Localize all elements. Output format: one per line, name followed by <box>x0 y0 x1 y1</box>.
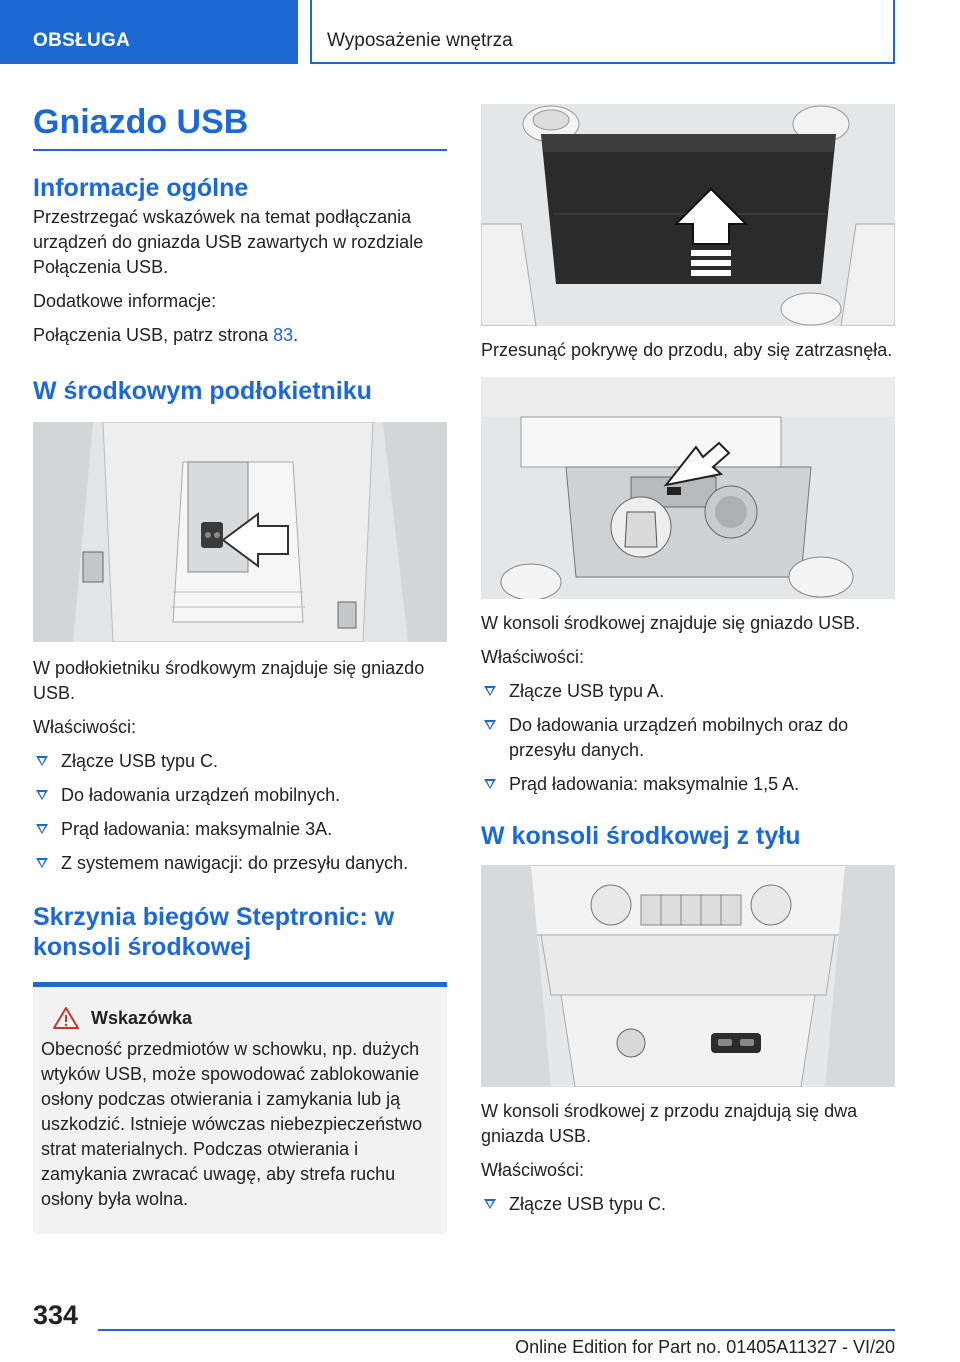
rear-caption: W konsoli środkowej z przodu znajdują się dwa gniazda USB. <box>481 1101 858 1146</box>
list-item <box>33 851 447 876</box>
warning-box <box>33 982 447 1234</box>
cover-slide-illustration <box>481 104 895 326</box>
right-column <box>481 104 895 1217</box>
triangle-bullet-icon <box>36 756 48 766</box>
armrest-properties-label: Właściwości: <box>33 717 137 737</box>
page-number: 334 <box>33 1300 79 1330</box>
list-item-text: Złącze USB typu A. <box>509 681 665 701</box>
list-item-text: Złącze USB typu C. <box>61 751 219 771</box>
armrest-properties-list <box>33 749 447 876</box>
header-divider <box>310 0 312 64</box>
cover-caption: Przesunąć pokrywę do przodu, aby się zatrzasnęła. <box>481 340 893 360</box>
rear-heading: W konsoli środkowej z tyłu <box>481 822 801 850</box>
general-paragraph-3 <box>33 323 447 348</box>
triangle-bullet-icon <box>484 779 496 789</box>
page-title: Gniazdo USB <box>33 100 447 151</box>
steptronic-heading: Skrzynia biegów Steptronic: w konsoli środkowej <box>33 903 395 961</box>
list-item <box>33 783 447 808</box>
triangle-bullet-icon <box>484 1199 496 1209</box>
list-item-text: Prąd ładowania: maksymalnie 3A. <box>61 819 333 839</box>
list-item-text: Z systemem nawigacji: do przesyłu danych. <box>61 853 409 873</box>
section-label: OBSŁUGA <box>33 30 131 51</box>
triangle-bullet-icon <box>36 858 48 868</box>
list-item-text: Do ładowania urządzeń mobilnych oraz do przesyłu danych. <box>509 715 849 760</box>
list-item <box>33 817 447 842</box>
warning-text: Obecność przedmiotów w schowku, np. dużych wtyków USB, może spowodować zablokowanie osłony podczas otwierania i zamykania lub ją uszkodzić. Istnieje wówczas niebezpieczeństwo strat materialnych. Podczas otwierania i zamykania zwracać uwagę, aby strefa ruchu osłony była wolna. <box>41 1039 423 1209</box>
header-right-border <box>893 0 895 64</box>
list-item <box>481 713 895 763</box>
warning-triangle-icon <box>53 1007 79 1029</box>
list-item <box>481 1192 895 1217</box>
rear-properties-list <box>481 1192 895 1217</box>
rear-usb-illustration <box>481 865 895 1087</box>
list-item-text: Złącze USB typu C. <box>509 1194 667 1214</box>
triangle-bullet-icon <box>484 686 496 696</box>
edition-note: Online Edition for Part no. 01405A11327 - VI/20 <box>515 1337 895 1357</box>
triangle-bullet-icon <box>484 720 496 730</box>
general-paragraph-1: Przestrzegać wskazówek na temat podłączania urządzeń do gniazda USB zawartych w rozdziale Połączenia USB. <box>33 207 424 277</box>
list-item <box>481 679 895 704</box>
list-item-text: Do ładowania urządzeń mobilnych. <box>61 785 341 805</box>
triangle-bullet-icon <box>36 790 48 800</box>
armrest-heading: W środkowym podłokietniku <box>33 377 372 405</box>
warning-header <box>41 1007 439 1029</box>
section-tab <box>0 0 298 64</box>
chapter-title: Wyposażenie wnętrza <box>327 30 513 51</box>
armrest-usb-illustration <box>33 422 447 642</box>
footer-rule <box>98 1329 895 1331</box>
armrest-caption: W podłokietniku środkowym znajduje się gniazdo USB. <box>33 658 425 703</box>
console-caption: W konsoli środkowej znajduje się gniazdo USB. <box>481 613 861 633</box>
list-item-text: Prąd ładowania: maksymalnie 1,5 A. <box>509 774 800 794</box>
page-link[interactable]: 83 <box>273 325 294 345</box>
general-paragraph-3-text: Połączenia USB, patrz strona <box>33 325 274 345</box>
header-bottom-border <box>310 62 895 64</box>
left-column <box>33 100 447 1234</box>
console-properties-list <box>481 679 895 797</box>
list-item <box>481 772 895 797</box>
list-item <box>33 749 447 774</box>
general-heading: Informacje ogólne <box>33 174 249 202</box>
console-usb-illustration <box>481 377 895 599</box>
general-paragraph-2: Dodatkowe informacje: <box>33 291 217 311</box>
warning-title: Wskazówka <box>91 1007 193 1028</box>
rear-properties-label: Właściwości: <box>481 1160 585 1180</box>
console-properties-label: Właściwości: <box>481 647 585 667</box>
general-paragraph-3-end: . <box>293 325 299 345</box>
triangle-bullet-icon <box>36 824 48 834</box>
